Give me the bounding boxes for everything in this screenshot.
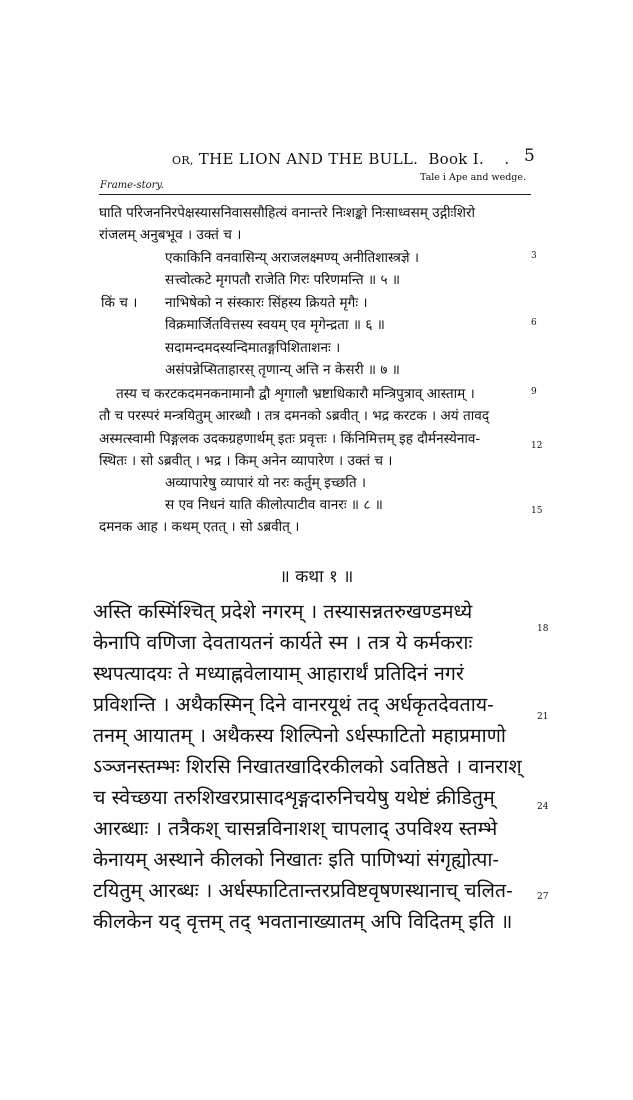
- verse-line: विक्रमार्जितवित्तस्य स्वयम् एव मृगेन्द्रता ॥ ६ ॥: [165, 317, 385, 333]
- verse-line: एकाकिनि वनवासिन्य् अराजलक्ष्मण्य् अनीतिशास्त्रज्ञे ।: [165, 250, 420, 266]
- margin-note-right: Tale i Ape and wedge.: [420, 172, 527, 183]
- running-head-title: THE LION AND THE BULL.: [198, 150, 419, 168]
- story-line: टयितुम् आरब्धः । अर्धस्फाटितान्तरप्रविष्टवृषणस्थानाच् चलित-: [93, 879, 513, 902]
- verse-line: अव्यापारेषु व्यापारं यो नरः कर्तुम् इच्छति ।: [165, 475, 367, 491]
- prose-line: घाति परिजननिरपेक्षस्यासनिवाससौहित्यं वनान्तरे निःशङ्को निःसाध्वसम् उद्गीःशिरो: [99, 205, 476, 221]
- story-line: केनायम् अस्थाने कीलको निखातः इति पाणिभ्यां संगृह्योत्पा-: [93, 848, 500, 871]
- line-number: 3: [531, 251, 537, 261]
- story-line: आरब्धाः । तत्रैकश् चासन्नविनाशश् चापलाद् उपविश्य स्तम्भे: [93, 817, 498, 840]
- ki-cha: किं च ।: [101, 295, 138, 311]
- margin-note-left: Frame-story.: [100, 180, 164, 191]
- prose-line: तौ च परस्परं मन्त्रयितुम् आरब्धौ । तत्र दमनको ऽब्रवीत् । भद्र करटक । अयं तावद्: [99, 408, 490, 424]
- story-line: कीलकेन यद् वृत्तम् तद् भवतानाख्यातम् अपि विदितम् इति ॥: [93, 910, 513, 933]
- line-number: 6: [531, 318, 537, 328]
- line-number: 18: [537, 624, 549, 634]
- verse-line: असंपन्नेप्सिताहारस् तृणान्य् अत्ति न केसरी ॥ ७ ॥: [165, 362, 400, 378]
- book-number: Book I.: [428, 150, 485, 168]
- running-head: [172, 150, 509, 168]
- story-line: तनम् आयातम् । अथैकस्य शिल्पिनो ऽर्धस्फाटितो महाप्रमाणो: [93, 724, 506, 747]
- line-number: 24: [537, 802, 549, 812]
- line-number: 15: [531, 506, 543, 516]
- verse-line: नाभिषेको न संस्कारः सिंहस्य क्रियते मृगैः ।: [165, 295, 368, 311]
- prose-line: अस्मत्स्वामी पिङ्गलक उदकग्रहणार्थम् इतः प्रवृत्तः । किंनिमित्तम् इह दौर्मनस्येनाव-: [99, 431, 481, 447]
- line-number: 9: [531, 387, 537, 397]
- header-dot: .: [504, 150, 510, 168]
- prose-line: तस्य च करटकदमनकनामानौ द्वौ शृगालौ भ्रष्टाधिकारौ मन्त्रिपुत्राव् आस्ताम् ।: [116, 386, 475, 402]
- story-line: अस्ति कस्मिंश्चित् प्रदेशे नगरम् । तस्यासन्नतरुखण्डमध्ये: [93, 600, 473, 623]
- header-rule: [99, 194, 531, 195]
- running-head-prefix: OR,: [172, 154, 194, 167]
- line-number: 12: [531, 441, 543, 451]
- story-line: प्रविशन्ति । अथैकस्मिन् दिने वानरयूथं तद् अर्धकृतदेवताय-: [93, 693, 494, 716]
- verse-line: सदामन्दमदस्यन्दिमातङ्गपिशिताशनः ।: [165, 340, 341, 356]
- prose-line: स्थितः । सो ऽब्रवीत् । भद्र । किम् अनेन व्यापारेण । उक्तं च ।: [99, 453, 393, 469]
- story-heading: ॥ कथा १ ॥: [279, 567, 354, 587]
- line-number: 21: [537, 712, 549, 722]
- line-number: 27: [537, 892, 549, 902]
- page-number: 5: [524, 146, 535, 166]
- story-line: ऽञ्जनस्तम्भः शिरसि निखातखादिरकीलको ऽवतिष्ठते । वानराश्: [93, 755, 522, 778]
- prose-line: रांजलम् अनुबभूव । उक्तं च ।: [99, 227, 242, 243]
- verse-line: स एव निधनं याति कीलोत्पाटीव वानरः ॥ ८ ॥: [165, 497, 383, 513]
- story-line: केनापि वणिजा देवतायतनं कार्यते स्म । तत्र ये कर्मकराः: [93, 631, 473, 654]
- story-line: स्थपत्यादयः ते मध्याह्नवेलायाम् आहारार्थं प्रतिदिनं नगरं: [93, 662, 464, 685]
- verse-line: सत्त्वोत्कटे मृगपतौ राजेति गिरः परिणमन्ति ॥ ५ ॥: [165, 272, 400, 288]
- prose-line: दमनक आह । कथम् एतत् । सो ऽब्रवीत् ।: [99, 519, 300, 535]
- story-line: च स्वेच्छया तरुशिखरप्रासादशृङ्गदारुनिचयेषु यथेष्टं क्रीडितुम्: [93, 786, 495, 809]
